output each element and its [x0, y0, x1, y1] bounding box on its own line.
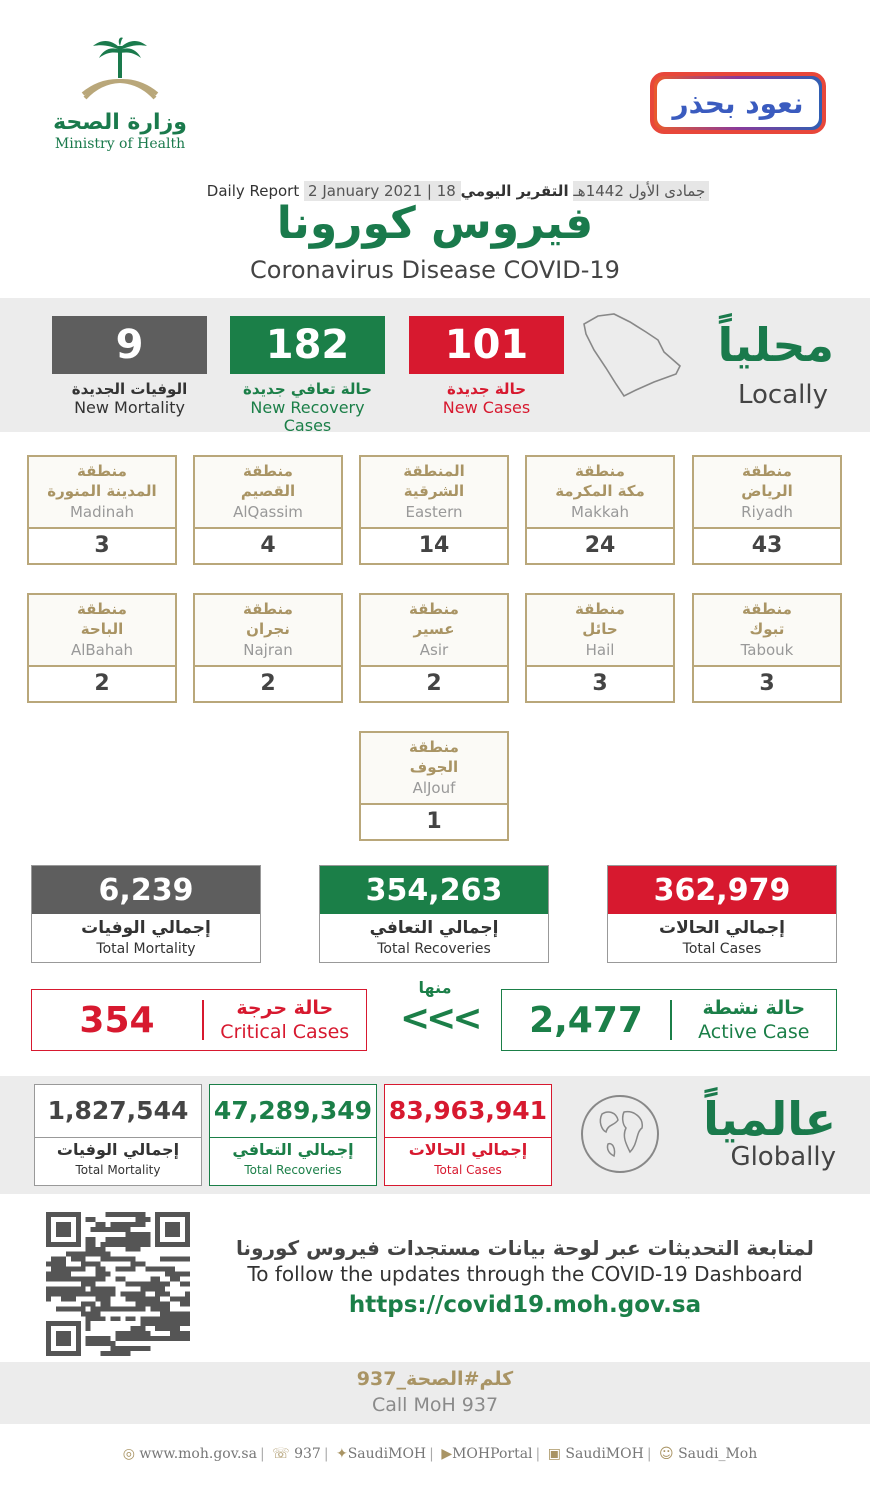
- region-value: 3: [94, 533, 110, 558]
- region-label-ar2: الباحة: [80, 620, 124, 638]
- total-mortality-label-ar: إجمالي الوفيات: [81, 918, 211, 938]
- region-header: [694, 457, 840, 529]
- region-header: [694, 595, 840, 667]
- region-header: [361, 733, 507, 805]
- page-title-ar: فيروس كورونا: [276, 198, 594, 249]
- region-label-en: Asir: [419, 641, 449, 659]
- facebook-link[interactable]: [545, 1446, 647, 1462]
- region-label-ar2: عسير: [413, 620, 455, 638]
- region-card: [359, 731, 509, 841]
- active-cases-value: 2,477: [529, 999, 643, 1041]
- global-recoveries-value: 47,289,349: [210, 1085, 376, 1138]
- follow-text-ar: لمتابعة التحديثات عبر لوحة بيانات مستجدات فيروس كورونا: [236, 1236, 814, 1260]
- campaign-badge: [650, 72, 826, 134]
- phone-text: 937: [294, 1446, 321, 1462]
- region-value: 3: [592, 671, 608, 696]
- region-label-ar2: مكة المكرمة: [555, 482, 645, 500]
- global-recoveries-label-en: Total Recoveries: [244, 1163, 342, 1177]
- web-icon: ◎: [122, 1446, 135, 1462]
- globe-icon: [578, 1092, 662, 1176]
- social-links: ◎ www.moh.gov.sa | ☏ 937 | ✦SaudiMOH | ▶MOHPortal | ▣ SaudiMOH | ☺ Saudi_Moh: [100, 1446, 780, 1462]
- region-label-en: Tabouk: [740, 641, 794, 659]
- new-mortality-label-ar: الوفيات الجديدة: [71, 380, 188, 398]
- total-cases-value: 362,979: [608, 866, 836, 914]
- region-header: [29, 457, 175, 529]
- total-recoveries-card: [319, 865, 549, 963]
- region-card: [193, 593, 343, 703]
- region-label-ar1: منطقة: [243, 600, 293, 618]
- total-recoveries-label-en: Total Recoveries: [377, 941, 491, 957]
- youtube-icon: ▶: [441, 1446, 453, 1462]
- new-mortality-value: 9: [52, 316, 207, 374]
- region-label-ar1: منطقة: [409, 600, 459, 618]
- region-card: [692, 455, 842, 565]
- region-card: [525, 593, 675, 703]
- arrows-icon: <<<: [400, 998, 479, 1039]
- twitter-text: SaudiMOH: [347, 1446, 427, 1462]
- region-value: 4: [260, 533, 276, 558]
- region-label-ar1: المنطقة: [403, 462, 465, 480]
- region-label-en: AlJouf: [412, 779, 456, 797]
- critical-label: [204, 996, 367, 1044]
- new-mortality-label-en: New Mortality: [74, 398, 185, 417]
- region-value: 1: [426, 809, 442, 834]
- region-value: 24: [584, 533, 616, 558]
- region-header: [29, 595, 175, 667]
- region-header: [361, 457, 507, 529]
- region-value: 3: [759, 671, 775, 696]
- region-label-ar1: منطقة: [575, 600, 625, 618]
- of-which-label: منها: [418, 978, 452, 997]
- region-card: [692, 593, 842, 703]
- saudi-map-icon: [580, 310, 690, 400]
- region-value: 14: [418, 533, 450, 558]
- website-text: www.moh.gov.sa: [139, 1446, 257, 1462]
- report-label-ar: التقرير اليومي: [460, 182, 569, 200]
- total-recoveries-label-ar: إجمالي التعافي: [369, 918, 499, 938]
- region-label-en: Hail: [585, 641, 615, 659]
- logo-arabic-text: وزارة الصحة: [53, 110, 187, 135]
- region-label-ar2: حائل: [582, 620, 618, 638]
- facebook-icon: ▣: [547, 1446, 561, 1462]
- snapchat-text: Saudi_Moh: [678, 1446, 758, 1462]
- new-mortality-card: [52, 316, 207, 417]
- global-mortality-value: 1,827,544: [35, 1085, 201, 1138]
- region-label-ar2: الشرقية: [403, 482, 465, 500]
- region-label-en: AlBahah: [70, 641, 134, 659]
- region-label-en: Riyadh: [741, 503, 793, 521]
- region-label-ar1: منطقة: [409, 738, 459, 756]
- call-text-ar: كلم#الصحة_937: [356, 1368, 514, 1390]
- locally-title-ar: محلياً: [717, 318, 834, 372]
- new-cases-label-ar: حالة جديدة: [446, 380, 527, 398]
- region-label-en: AlQassim: [233, 503, 303, 521]
- global-cases-value: 83,963,941: [385, 1085, 551, 1138]
- global-mortality-card: [34, 1084, 202, 1186]
- region-header: [361, 595, 507, 667]
- locally-title-en: Locally: [738, 380, 828, 410]
- region-card: [359, 593, 509, 703]
- youtube-text: MOHPortal: [452, 1446, 533, 1462]
- region-label-ar1: منطقة: [742, 600, 792, 618]
- region-label-ar1: منطقة: [77, 600, 127, 618]
- region-header: [527, 457, 673, 529]
- total-mortality-card: [31, 865, 261, 963]
- region-label-en: Makkah: [571, 503, 629, 521]
- active-label: [672, 996, 837, 1044]
- global-mortality-label-ar: إجمالي الوفيات: [56, 1140, 180, 1159]
- global-cases-label-en: Total Cases: [434, 1163, 502, 1177]
- call-text-en: Call MoH 937: [371, 1394, 499, 1416]
- region-value: 2: [260, 671, 276, 696]
- region-label-en: Najran: [243, 641, 293, 659]
- new-recovery-value: 182: [230, 316, 385, 374]
- region-card: [359, 455, 509, 565]
- region-label-ar2: نجران: [246, 620, 290, 638]
- new-cases-card: [409, 316, 564, 417]
- report-date-hijri: 18 جمادى الأول 1442هـ: [436, 182, 706, 200]
- region-label-ar2: المدينة المنورة: [47, 482, 157, 500]
- report-date-greg: 2 January 2021 |: [308, 182, 432, 200]
- globally-title-ar: عالمياً: [703, 1092, 836, 1146]
- region-value: 2: [426, 671, 442, 696]
- moh-logo: [40, 36, 200, 152]
- region-value: 2: [94, 671, 110, 696]
- website-link[interactable]: [120, 1446, 260, 1462]
- region-header: [195, 595, 341, 667]
- palm-swords-icon: [65, 36, 175, 106]
- region-label-ar2: الرياض: [741, 482, 793, 500]
- global-recoveries-label-ar: إجمالي التعافي: [232, 1140, 354, 1159]
- region-card: [525, 455, 675, 565]
- new-cases-value: 101: [409, 316, 564, 374]
- critical-cases-value: 354: [79, 999, 155, 1041]
- follow-text-en: To follow the updates through the COVID-19 Dashboard: [247, 1262, 803, 1286]
- dashboard-link[interactable]: https://covid19.moh.gov.sa: [348, 1292, 702, 1318]
- region-label-ar2: تبوك: [749, 620, 785, 638]
- region-label-ar1: منطقة: [77, 462, 127, 480]
- total-recoveries-value: 354,263: [320, 866, 548, 914]
- region-label-ar2: الجوف: [409, 758, 459, 776]
- region-label-ar1: منطقة: [575, 462, 625, 480]
- active-label-en: Active Case: [698, 1021, 810, 1043]
- snapchat-link[interactable]: [656, 1446, 760, 1462]
- twitter-icon: ✦: [335, 1446, 348, 1462]
- region-label-ar1: منطقة: [742, 462, 792, 480]
- active-label-ar: حالة نشطة: [702, 997, 806, 1019]
- new-recovery-label-ar: حالة تعافي جديدة: [243, 380, 372, 398]
- facebook-text: SaudiMOH: [565, 1446, 644, 1462]
- region-label-en: Eastern: [405, 503, 463, 521]
- global-mortality-label-en: Total Mortality: [75, 1163, 161, 1177]
- region-label-ar2: القصيم: [240, 482, 296, 500]
- new-recovery-label-en: New Recovery Cases: [250, 398, 365, 435]
- global-cases-label-ar: إجمالي الحالات: [408, 1140, 528, 1159]
- youtube-link[interactable]: [438, 1446, 535, 1462]
- region-label-ar1: منطقة: [243, 462, 293, 480]
- global-recoveries-card: [209, 1084, 377, 1186]
- region-header: [527, 595, 673, 667]
- critical-cases-card: [31, 989, 367, 1051]
- twitter-link[interactable]: [333, 1446, 429, 1462]
- total-cases-label-en: Total Cases: [682, 941, 762, 957]
- logo-english-text: Ministry of Health: [54, 136, 186, 152]
- campaign-badge-text: نعود بحذر: [657, 79, 819, 127]
- region-card: [27, 593, 177, 703]
- critical-label-en: Critical Cases: [220, 1021, 350, 1043]
- region-card: [27, 455, 177, 565]
- page-title-en: Coronavirus Disease COVID-19: [250, 256, 620, 284]
- critical-label-ar: حالة حرجة: [236, 997, 334, 1019]
- total-mortality-label-en: Total Mortality: [96, 941, 196, 957]
- qr-code[interactable]: [46, 1212, 190, 1356]
- active-cases-card: [501, 989, 837, 1051]
- total-mortality-value: 6,239: [32, 866, 260, 914]
- region-label-en: Madinah: [69, 503, 135, 521]
- globally-title-en: Globally: [730, 1142, 836, 1172]
- total-cases-label-ar: إجمالي الحالات: [659, 918, 785, 938]
- phone-link[interactable]: [269, 1446, 324, 1462]
- global-cases-card: [384, 1084, 552, 1186]
- report-label-en: Daily Report: [206, 182, 300, 200]
- region-header: [195, 457, 341, 529]
- new-cases-label-en: New Cases: [442, 398, 531, 417]
- region-value: 43: [751, 533, 783, 558]
- phone-icon: ☏: [272, 1446, 290, 1462]
- new-recovery-card: [230, 316, 385, 435]
- snapchat-icon: ☺: [659, 1446, 674, 1462]
- total-cases-card: [607, 865, 837, 963]
- region-card: [193, 455, 343, 565]
